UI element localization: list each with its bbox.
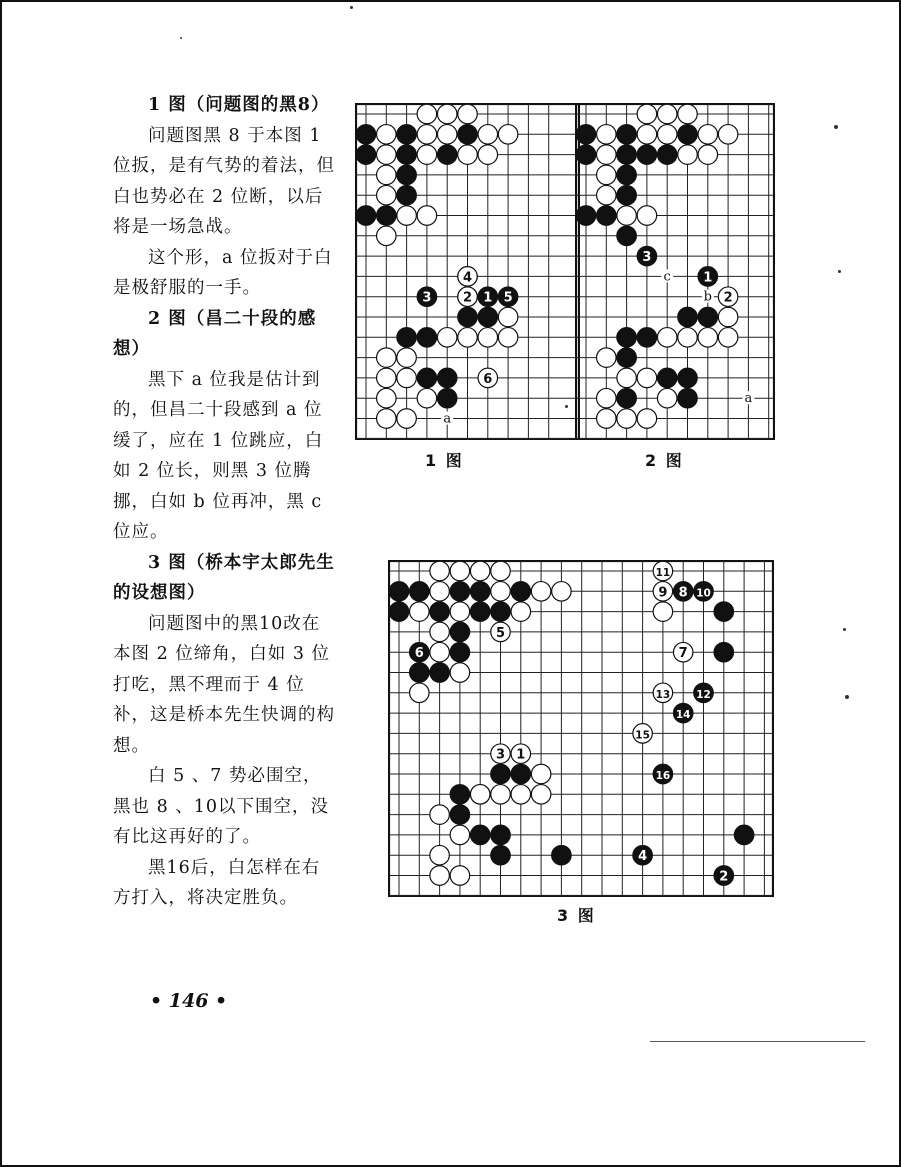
move-number-label: 6 bbox=[483, 371, 493, 387]
white-stone bbox=[377, 368, 396, 387]
paragraph: 问题图黑 8 于本图 1 位扳，是有气势的着法，但白也势必在 2 位断，以后将是一场急战。 bbox=[113, 125, 335, 237]
white-stone bbox=[698, 125, 717, 144]
white-stone bbox=[498, 328, 517, 347]
black-stone bbox=[377, 206, 396, 225]
move-number-label: 14 bbox=[675, 709, 691, 722]
black-stone bbox=[450, 785, 469, 804]
move-number-label: 3 bbox=[422, 290, 432, 306]
black-stone bbox=[417, 368, 436, 387]
go-board-svg bbox=[388, 560, 774, 897]
black-stone bbox=[511, 582, 530, 601]
black-stone bbox=[450, 582, 469, 601]
white-stone bbox=[653, 602, 672, 621]
white-stone bbox=[531, 582, 550, 601]
white-stone bbox=[417, 388, 436, 407]
black-stone bbox=[410, 663, 429, 682]
white-stone bbox=[498, 125, 517, 144]
white-stone bbox=[377, 388, 396, 407]
black-stone bbox=[657, 145, 676, 164]
scan-speck bbox=[834, 125, 838, 129]
black-stone bbox=[450, 642, 469, 661]
go-diagram-1 bbox=[355, 103, 580, 440]
white-stone bbox=[498, 307, 517, 326]
white-stone bbox=[637, 409, 656, 428]
black-stone bbox=[397, 185, 416, 204]
black-stone bbox=[450, 622, 469, 641]
white-stone bbox=[397, 409, 416, 428]
white-stone bbox=[617, 409, 636, 428]
black-stone bbox=[397, 145, 416, 164]
black-stone bbox=[617, 185, 636, 204]
black-stone bbox=[617, 125, 636, 144]
white-stone bbox=[678, 104, 697, 123]
white-stone bbox=[377, 125, 396, 144]
white-stone bbox=[491, 582, 510, 601]
white-stone bbox=[458, 328, 477, 347]
white-stone bbox=[417, 206, 436, 225]
black-stone bbox=[389, 582, 408, 601]
move-number-label: 2 bbox=[723, 290, 733, 306]
letter-mark: a bbox=[443, 411, 452, 427]
black-stone bbox=[437, 368, 456, 387]
white-stone bbox=[637, 368, 656, 387]
white-stone bbox=[437, 104, 456, 123]
white-stone bbox=[470, 561, 489, 580]
white-stone bbox=[450, 602, 469, 621]
white-stone bbox=[597, 165, 616, 184]
black-stone bbox=[714, 642, 733, 661]
black-stone bbox=[491, 825, 510, 844]
paragraph: 黑下 a 位我是估计到的，但昌二十段感到 a 位缓了，应在 1 位跳应，白如 2 位长，则黑 3 位腾挪，白如 b 位再冲，黑 c 位应。 bbox=[113, 369, 324, 542]
white-stone bbox=[430, 622, 449, 641]
black-stone bbox=[511, 764, 530, 783]
black-stone bbox=[552, 845, 571, 864]
white-stone bbox=[552, 582, 571, 601]
black-stone bbox=[617, 348, 636, 367]
white-stone bbox=[531, 785, 550, 804]
white-stone bbox=[478, 145, 497, 164]
white-stone bbox=[698, 145, 717, 164]
white-stone bbox=[597, 409, 616, 428]
white-stone bbox=[417, 145, 436, 164]
black-stone bbox=[576, 125, 595, 144]
section-heading-diagram-2: 2 图（昌二十段的感想） bbox=[113, 308, 317, 359]
black-stone bbox=[478, 307, 497, 326]
white-stone bbox=[617, 368, 636, 387]
white-stone bbox=[377, 165, 396, 184]
white-stone bbox=[450, 825, 469, 844]
paragraph: 问题图中的黑10改在本图 2 位缔角，白如 3 位打吃，黑不理而于 4 位补，这是桥本先生快调的构想。 bbox=[113, 613, 335, 756]
white-stone bbox=[430, 582, 449, 601]
white-stone bbox=[511, 785, 530, 804]
go-board-svg bbox=[355, 103, 580, 440]
scan-speck bbox=[180, 37, 182, 39]
letter-mark: b bbox=[703, 289, 712, 305]
black-stone bbox=[637, 328, 656, 347]
black-stone bbox=[470, 582, 489, 601]
move-number-label: 5 bbox=[503, 290, 513, 306]
white-stone bbox=[397, 368, 416, 387]
white-stone bbox=[377, 226, 396, 245]
move-number-label: 4 bbox=[462, 270, 473, 286]
white-stone bbox=[430, 805, 449, 824]
move-number-label: 7 bbox=[678, 646, 688, 662]
black-stone bbox=[458, 125, 477, 144]
white-stone bbox=[450, 561, 469, 580]
white-stone bbox=[450, 866, 469, 885]
move-number-label: 11 bbox=[655, 567, 671, 579]
white-stone bbox=[478, 125, 497, 144]
white-stone bbox=[437, 125, 456, 144]
black-stone bbox=[678, 368, 697, 387]
black-stone bbox=[491, 845, 510, 864]
white-stone bbox=[377, 348, 396, 367]
letter-mark: c bbox=[663, 269, 671, 285]
black-stone bbox=[734, 825, 753, 844]
letter-mark: a bbox=[744, 391, 753, 407]
black-stone bbox=[356, 145, 375, 164]
black-stone bbox=[678, 388, 697, 407]
paragraph: 黑16后，白怎样在右方打入，将决定胜负。 bbox=[113, 857, 321, 908]
white-stone bbox=[458, 145, 477, 164]
white-stone bbox=[458, 104, 477, 123]
section-heading-diagram-3: 3 图（桥本宇太郎先生的设想图） bbox=[113, 552, 335, 603]
move-number-label: 9 bbox=[658, 585, 668, 601]
black-stone bbox=[450, 805, 469, 824]
white-stone bbox=[397, 348, 416, 367]
black-stone bbox=[617, 328, 636, 347]
black-stone bbox=[430, 663, 449, 682]
white-stone bbox=[478, 328, 497, 347]
white-stone bbox=[678, 145, 697, 164]
white-stone bbox=[377, 185, 396, 204]
paragraph: 白 5 、7 势必围空，黑也 8 、10以下围空，没有比这再好的了。 bbox=[113, 766, 330, 847]
diagram-3-caption: 3 图 bbox=[557, 906, 596, 925]
move-number-label: 15 bbox=[635, 729, 650, 742]
black-stone bbox=[637, 145, 656, 164]
white-stone bbox=[657, 388, 676, 407]
black-stone bbox=[410, 582, 429, 601]
black-stone bbox=[470, 602, 489, 621]
black-stone bbox=[576, 145, 595, 164]
move-number-label: 1 bbox=[483, 290, 493, 306]
black-stone bbox=[597, 206, 616, 225]
white-stone bbox=[718, 125, 737, 144]
paragraph: 这个形，a 位扳对于白是极舒服的一手。 bbox=[113, 247, 333, 298]
black-stone bbox=[397, 165, 416, 184]
black-stone bbox=[417, 328, 436, 347]
black-stone bbox=[397, 328, 416, 347]
white-stone bbox=[410, 683, 429, 702]
white-stone bbox=[450, 663, 469, 682]
black-stone bbox=[617, 388, 636, 407]
move-number-label: 16 bbox=[655, 770, 671, 782]
diagram-1-caption: 1 图 bbox=[425, 451, 464, 470]
go-board-svg bbox=[575, 103, 775, 440]
black-stone bbox=[698, 307, 717, 326]
black-stone bbox=[678, 307, 697, 326]
move-number-label: 4 bbox=[638, 849, 648, 865]
white-stone bbox=[718, 328, 737, 347]
white-stone bbox=[430, 845, 449, 864]
black-stone bbox=[356, 125, 375, 144]
move-number-label: 1 bbox=[516, 747, 526, 763]
black-stone bbox=[356, 206, 375, 225]
move-number-label: 12 bbox=[696, 688, 711, 701]
white-stone bbox=[491, 561, 510, 580]
move-number-label: 2 bbox=[719, 869, 729, 885]
move-number-label: 3 bbox=[642, 250, 652, 266]
black-stone bbox=[617, 226, 636, 245]
black-stone bbox=[714, 602, 733, 621]
black-stone bbox=[397, 125, 416, 144]
white-stone bbox=[637, 125, 656, 144]
white-stone bbox=[410, 602, 429, 621]
go-diagram-3 bbox=[388, 560, 774, 897]
white-stone bbox=[657, 125, 676, 144]
white-stone bbox=[531, 764, 550, 783]
white-stone bbox=[417, 104, 436, 123]
scan-speck bbox=[350, 6, 353, 9]
black-stone bbox=[678, 125, 697, 144]
black-stone bbox=[430, 602, 449, 621]
white-stone bbox=[637, 206, 656, 225]
white-stone bbox=[470, 785, 489, 804]
white-stone bbox=[377, 145, 396, 164]
white-stone bbox=[597, 125, 616, 144]
diagram-2-caption: 2 图 bbox=[645, 451, 684, 470]
move-number-label: 5 bbox=[495, 625, 506, 641]
white-stone bbox=[657, 328, 676, 347]
page-number: • 146 • bbox=[150, 990, 228, 1012]
scan-speck bbox=[845, 695, 849, 699]
white-stone bbox=[678, 328, 697, 347]
black-stone bbox=[389, 602, 408, 621]
black-stone bbox=[491, 602, 510, 621]
white-stone bbox=[637, 104, 656, 123]
white-stone bbox=[657, 104, 676, 123]
black-stone bbox=[657, 368, 676, 387]
black-stone bbox=[617, 165, 636, 184]
move-number-label: 2 bbox=[462, 290, 473, 306]
move-number-label: 1 bbox=[703, 270, 713, 286]
white-stone bbox=[430, 561, 449, 580]
white-stone bbox=[698, 328, 717, 347]
black-stone bbox=[458, 307, 477, 326]
scan-speck bbox=[843, 628, 846, 631]
go-diagram-2 bbox=[575, 103, 775, 440]
white-stone bbox=[377, 409, 396, 428]
white-stone bbox=[417, 125, 436, 144]
move-number-label: 6 bbox=[414, 646, 424, 662]
white-stone bbox=[430, 642, 449, 661]
move-number-label: 8 bbox=[678, 585, 688, 601]
black-stone bbox=[437, 388, 456, 407]
scan-speck bbox=[838, 270, 841, 273]
white-stone bbox=[397, 206, 416, 225]
white-stone bbox=[597, 388, 616, 407]
move-number-label: 13 bbox=[655, 688, 671, 701]
black-stone bbox=[470, 825, 489, 844]
move-number-label: 10 bbox=[696, 587, 711, 600]
black-stone bbox=[491, 764, 510, 783]
white-stone bbox=[597, 145, 616, 164]
white-stone bbox=[511, 602, 530, 621]
scan-speck bbox=[565, 405, 568, 408]
section-heading-diagram-1: 1 图（问题图的黑8） bbox=[148, 95, 330, 115]
white-stone bbox=[437, 328, 456, 347]
white-stone bbox=[430, 866, 449, 885]
white-stone bbox=[597, 348, 616, 367]
black-stone bbox=[617, 145, 636, 164]
white-stone bbox=[617, 206, 636, 225]
white-stone bbox=[491, 785, 510, 804]
commentary-column bbox=[113, 90, 338, 914]
move-number-label: 3 bbox=[495, 747, 506, 763]
white-stone bbox=[597, 185, 616, 204]
white-stone bbox=[718, 307, 737, 326]
black-stone bbox=[437, 145, 456, 164]
scan-line bbox=[650, 1041, 865, 1042]
black-stone bbox=[576, 206, 595, 225]
